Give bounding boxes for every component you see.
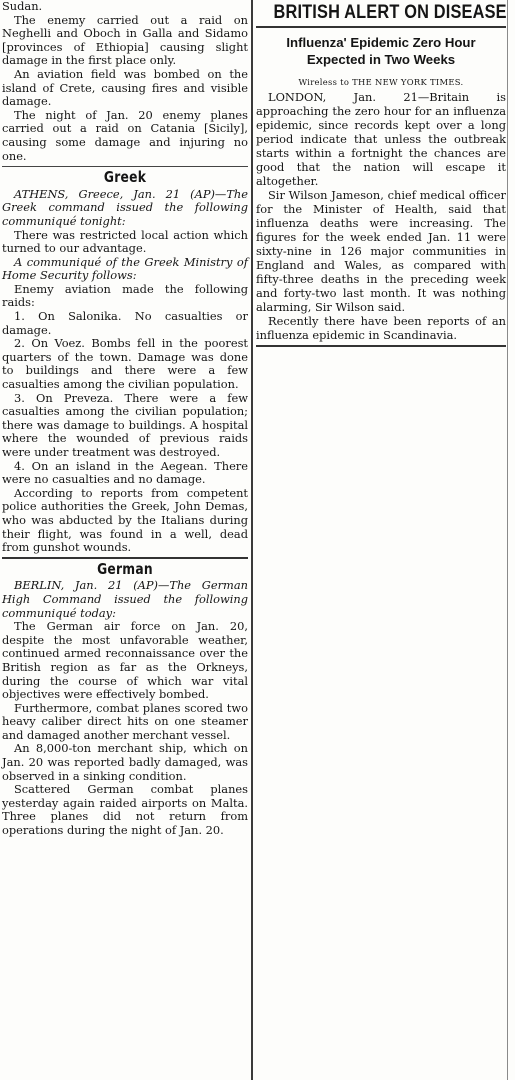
article-paragraph: LONDON, Jan. 21—Britain is approaching the zero hour for an influenza epidemic, since records kept over a long period indicate that unless the outbreak starts within a fortnight the chances are good that the nation will escape it altogether. xyxy=(256,90,506,188)
greek-raid-paragraph: 1. On Salonika. No casualties or damage. xyxy=(2,309,248,337)
intro-paragraph: The enemy carried out a raid on Neghelli and Oboch in Galla and Sidamo [provinces of Ethiopia] causing slight damage in the first place only. xyxy=(2,12,248,68)
article-headline: BRITISH ALERT ON DISEASE xyxy=(273,2,507,23)
german-section-heading: German xyxy=(97,559,153,578)
wire-credit: Wireless to THE NEW YORK TIMES. xyxy=(298,77,464,87)
intro-paragraph: The night of Jan. 20 enemy planes carried out a raid on Catania [Sicily], causing some damage and injuring no one. xyxy=(2,107,248,163)
section-divider xyxy=(2,166,248,167)
column-rule xyxy=(251,0,253,1080)
greek-section-heading: Greek xyxy=(103,168,147,187)
greek-raid-paragraph: 3. On Preveza. There were a few casualties among the civilian population; there was damage to buildings. A hospital where the wounded of previous raids were under treatment was destroyed. xyxy=(2,390,248,459)
left-news-column xyxy=(2,0,248,838)
greek-raid-paragraph: Enemy aviation made the following raids: xyxy=(2,281,248,310)
german-dateline: BERLIN, Jan. 21 (AP)—The German High Command issued the following communiqué today: xyxy=(2,578,248,620)
greek-dateline: ATHENS, Greece, Jan. 21 (AP)—The Greek command issued the following communiqué tonight: xyxy=(2,186,248,228)
greek-ministry-intro: A communiqué of the Greek Ministry of Home Security follows: xyxy=(2,254,248,283)
headline-rule xyxy=(256,26,506,28)
greek-raid-paragraph: According to reports from competent police authorities the Greek, John Demas, who was abducted by the Italians during their flight, was found in a well, dead from gunshot wounds. xyxy=(2,485,248,555)
article-paragraph: Sir Wilson Jameson, chief medical officer for the Minister of Health, said that influenza deaths were increasing. The figures for the week ended Jan. 11 were sixty-nine in 126 major communities in England and Wales, as compared with fifty-three deaths in the preceding week and forty-two last month. It was nothing alarming, Sir Wilson said. xyxy=(256,188,506,314)
greek-raid-paragraph: 4. On an island in the Aegean. There were no casualties and no damage. xyxy=(2,458,248,487)
article-end-rule xyxy=(256,345,506,347)
german-paragraph: The German air force on Jan. 20, despite the most unfavorable weather, continued armed reconnaissance over the British region as far as the Orkneys, during the course of which war vital objectives were effectively bombed. xyxy=(2,619,248,702)
article-subheadline: Influenza' Epidemic Zero Hour Expected in Two Weeks xyxy=(286,35,476,67)
german-paragraph: An 8,000-ton merchant ship, which on Jan. 20 was reported badly damaged, was observed in a sinking condition. xyxy=(2,741,248,783)
right-news-column xyxy=(256,0,506,347)
greek-paragraph: There was restricted local action which turned to our advantage. xyxy=(2,227,248,256)
column-rule xyxy=(507,0,508,1080)
german-paragraph: Furthermore, combat planes scored two heavy caliber direct hits on one steamer and damaged another merchant vessel. xyxy=(2,700,248,742)
greek-raid-paragraph: 2. On Voez. Bombs fell in the poorest quarters of the town. Damage was done to buildings and there were a few casualties among the civilian population. xyxy=(2,336,248,392)
intro-paragraph: Sudan. xyxy=(2,0,43,13)
german-paragraph: Scattered German combat planes yesterday again raided airports on Malta. Three planes did not return from operations during the night of Jan. 20. xyxy=(2,782,248,838)
intro-paragraph: An aviation field was bombed on the island of Crete, causing fires and visible damage. xyxy=(2,66,248,109)
section-divider xyxy=(2,557,248,559)
article-paragraph: Recently there have been reports of an influenza epidemic in Scandinavia. xyxy=(256,314,506,342)
